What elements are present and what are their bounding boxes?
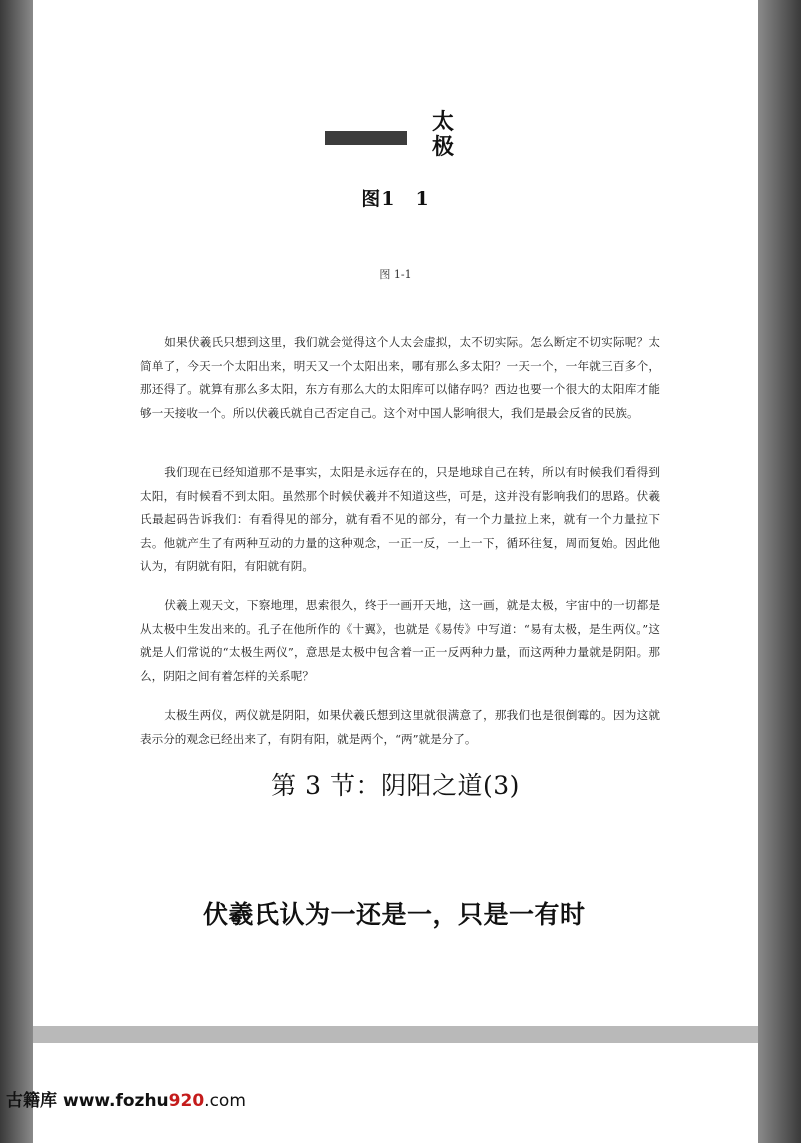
document-page (33, 0, 758, 1026)
watermark-url-suffix: .com (204, 1091, 246, 1111)
figure-caption: 图 1-1 (379, 268, 412, 281)
enlarged-text-line: 伏羲氏认为一还是一，只是一有时 (203, 900, 586, 929)
taiji-label (428, 110, 458, 160)
yang-line-bar (325, 131, 407, 145)
watermark-url-prefix: www.fozhu (63, 1091, 169, 1111)
site-watermark (6, 1089, 246, 1113)
figure-title: 图1 1 (361, 188, 430, 210)
watermark-url-number: 920 (168, 1091, 205, 1111)
watermark-brand: 古籍库 (6, 1091, 57, 1111)
taiji-char-1: 太 (431, 110, 454, 135)
taiji-char-2: 极 (431, 135, 454, 160)
section-heading: 第 3 节：阴阳之道(3) (271, 771, 520, 800)
paragraph-2: 我们现在已经知道那不是事实，太阳是永远存在的，只是地球自己在转，所以有时候我们看得到太阳，有时候看不到太阳。虽然那个时候伏羲并不知道这些，可是，这并没有影响我们的思路。伏羲氏最起码告诉我们：有看得见的部分，就有看不见的部分，有一个力量拉上来，就有一个力量拉下去。他就产生了有两种互动的力量的这种观念，一正一反，一上一下，循环往复，周而复始。因此他认为，有阴就有阳，有阳就有阴。 (140, 465, 660, 574)
paragraph-3: 伏羲上观天文，下察地理，思索很久，终于一画开天地，这一画，就是太极，宇宙中的一切都是从太极中生发出来的。孔子在他所作的《十翼》，也就是《易传》中写道：“易有太极，是生两仪。”这就是人们常说的“太极生两仪”，意思是太极中包含着一正一反两种力量，而这两种力量就是阴阳。那么，阴阳之间有着怎样的关系呢？ (140, 598, 660, 683)
paragraph-4: 太极生两仪，两仪就是阴阳，如果伏羲氏想到这里就很满意了，那我们也是很倒霉的。因为这就表示分的观念已经出来了，有阴有阳，就是两个，“两”就是分了。 (140, 708, 660, 746)
paragraph-1: 如果伏羲氏只想到这里，我们就会觉得这个人太会虚拟，太不切实际。怎么断定不切实际呢？太简单了，今天一个太阳出来，明天又一个太阳出来，哪有那么多太阳？一天一个，一年就三百多个，那还得了。就算有那么多太阳，东方有那么大的太阳库可以储存吗？西边也要一个很大的太阳库才能够一天接收一个。所以伏羲氏就自己否定自己。这个对中国人影响很大，我们是最会反省的民族。 (140, 335, 660, 420)
